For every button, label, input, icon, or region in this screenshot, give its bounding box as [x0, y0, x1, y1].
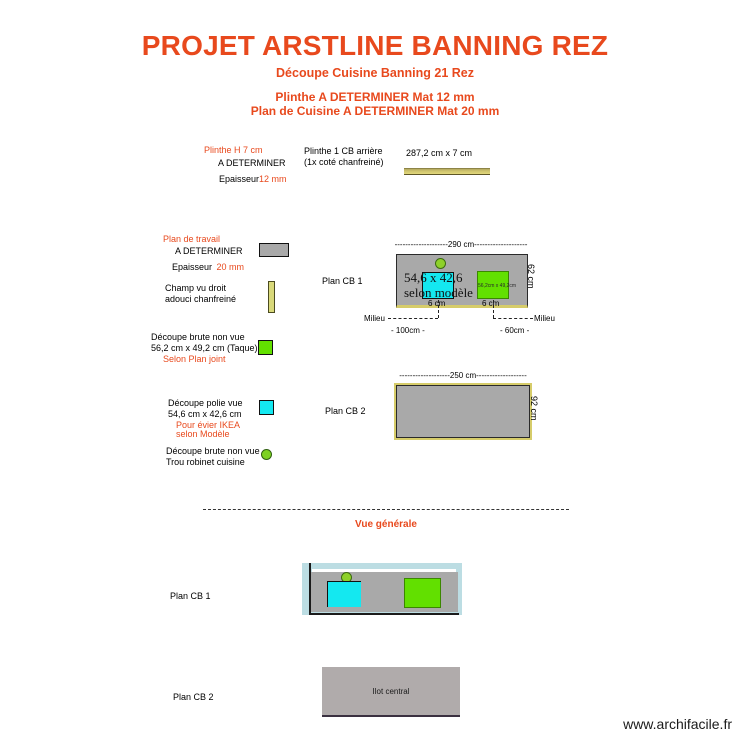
plan-cb1-milieu-right: Milieu [534, 314, 555, 323]
legend-plan-travail-title: Plan de travail [163, 234, 221, 244]
legend-plan-travail-thickness-label: Epaisseur [172, 262, 213, 272]
plan-cb2-panel [396, 385, 530, 438]
swatch-trou-robinet [261, 449, 272, 460]
plan-cb1-dist-right: - 60cm - [500, 326, 530, 335]
footer-url: www.archifacile.fr [623, 716, 732, 732]
legend-plan-travail-thickness [172, 257, 244, 275]
plan-cb1-tap-hole [435, 258, 446, 269]
vue-generale-ilot-central [322, 667, 460, 717]
plan-cb1-leader-right-vertical [493, 300, 494, 318]
plan-cb1-leader-left-vertical [438, 300, 439, 318]
legend-plinthe-cb-line2: (1x coté chanfreiné) [304, 157, 384, 167]
plan-cb1-dist-left: - 100cm - [391, 326, 425, 335]
plan-cb1-leader-left-horizontal [388, 318, 438, 319]
plan-cb1-milieu-left: Milieu [364, 314, 385, 323]
spec-plan-line: Plan de Cuisine A DETERMINER Mat 20 mm [250, 104, 500, 118]
plinthe-bar-graphic [404, 168, 490, 175]
plan-cb1-dim-top: --------------------290 cm-------------------- [394, 240, 528, 249]
plinthe-dimension-label: 287,2 cm x 7 cm [406, 148, 473, 158]
legend-decoupe-polie-line1: Découpe polie vue [168, 398, 243, 408]
swatch-plan-travail [259, 243, 289, 257]
legend-champ-line2: adouci chanfreiné [165, 294, 237, 304]
legend-champ-line1: Champ vu droit [165, 283, 227, 293]
plan-cb1-label: Plan CB 1 [322, 276, 363, 286]
legend-plinthe-thickness [219, 169, 287, 187]
vue-generale-title: Vue générale [355, 519, 417, 530]
vue-generale-cb1-bottom-edge [309, 613, 459, 615]
spec-plinthe-line: Plinthe A DETERMINER Mat 12 mm [275, 90, 475, 104]
plan-cb2-dim-right: 92 cm [529, 396, 539, 421]
plan-cb1-sink-note-line2: selon modèle [404, 285, 473, 300]
plan-cb1-dim-right: 62 cm [526, 264, 536, 289]
plan-cb1-sink-note-line1: 54,6 x 42,6 [404, 270, 463, 285]
page-title: PROJET ARSTLINE BANNING REZ [141, 30, 609, 61]
vue-generale-cb1-hob [404, 578, 441, 608]
page-subtitle: Découpe Cuisine Banning 21 Rez [276, 66, 474, 80]
legend-plinthe-material: A DETERMINER [218, 158, 286, 168]
legend-decoupe-polie-note1: Pour évier IKEA [176, 420, 241, 430]
legend-decoupe-polie-line2: 54,6 cm x 42,6 cm [168, 409, 242, 419]
plan-cb1-leader-right-horizontal [493, 318, 533, 319]
vue-generale-cb1-label: Plan CB 1 [170, 591, 211, 601]
plan-cb1-offset-left: 6 cm [428, 299, 446, 308]
legend-decoupe-polie-note2: selon Modèle [176, 429, 230, 439]
legend-plinthe-title: Plinthe H 7 cm [204, 145, 263, 155]
legend-plinthe-thickness-value: 12 mm [259, 174, 287, 184]
legend-robinet-line1: Découpe brute non vue [166, 446, 260, 456]
vue-generale-cb1-sink [327, 581, 361, 607]
legend-plan-travail-thickness-value: 20 mm [216, 262, 244, 272]
ilot-central-label: Ilot central [372, 686, 410, 696]
plan-cb1-hob-cut-note: 56,2cm x 49,2cm [478, 283, 517, 289]
legend-decoupe-brute-note: Selon Plan joint [163, 354, 226, 364]
plan-cb1-offset-right: 6 cm [482, 299, 500, 308]
swatch-decoupe-brute-taque [258, 340, 273, 355]
vue-generale-cb2-label: Plan CB 2 [173, 692, 214, 702]
plan-cb2-label: Plan CB 2 [325, 406, 366, 416]
legend-decoupe-brute-line1: Découpe brute non vue [151, 332, 245, 342]
legend-plinthe-cb-line1: Plinthe 1 CB arrière [304, 146, 383, 156]
legend-decoupe-brute-line2: 56,2 cm x 49,2 cm (Taque) [151, 343, 258, 353]
swatch-decoupe-polie [259, 400, 274, 415]
vue-generale-cb1-left-edge [309, 563, 311, 615]
legend-plan-travail-material: A DETERMINER [175, 246, 243, 256]
vue-generale-cb1-top-band [312, 569, 456, 572]
legend-robinet-line2: Trou robinet cuisine [166, 457, 245, 467]
plan-cb1-hob-cut [477, 271, 517, 299]
plan-cb2-dim-top: -------------------250 cm------------------- [399, 371, 527, 380]
legend-plinthe-thickness-label: Epaisseur [219, 174, 260, 184]
swatch-champ-chanfrein [268, 281, 275, 313]
vue-generale-divider [203, 509, 569, 510]
